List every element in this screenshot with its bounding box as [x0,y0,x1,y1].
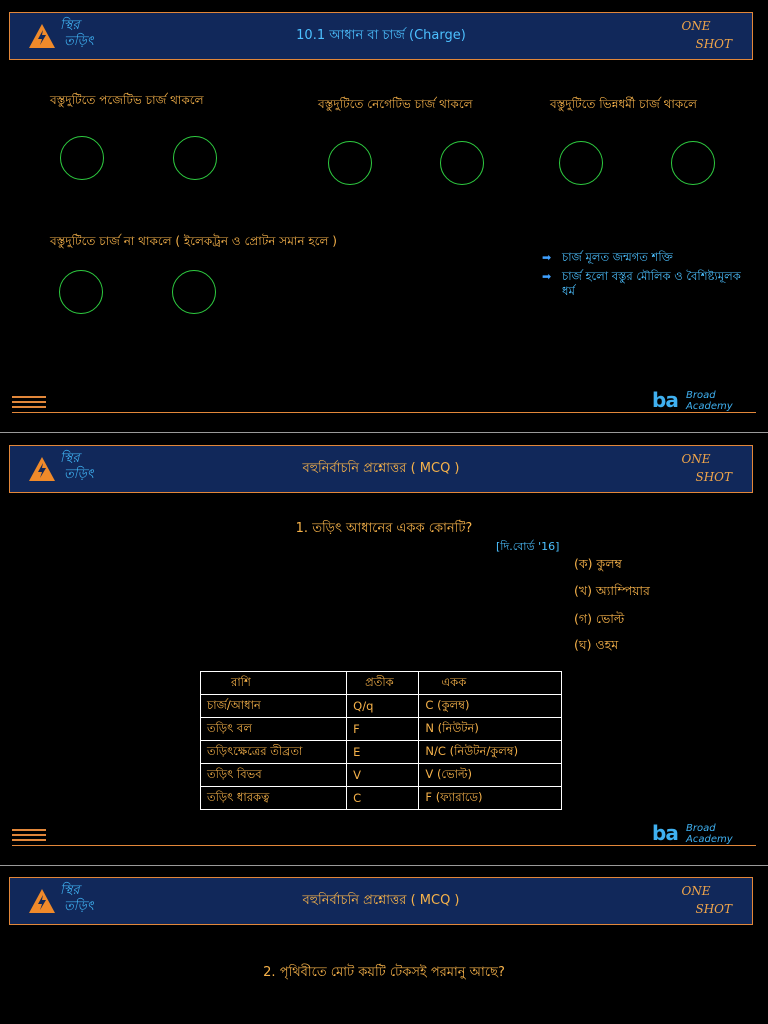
broad-academy-logo: ba Broad Academy [652,388,733,412]
question-text: 2. পৃথিবীতে মোট কয়টি টেকসই পরমানু আছে? [263,965,505,980]
column-header: একক [419,672,562,695]
list-item: ➡ চার্জ মূলত জন্মগত শক্তি [542,250,673,264]
table-cell: N/C (নিউটন/কুলম্ব) [419,741,562,764]
broad-academy-logo: ba Broad Academy [652,821,733,845]
table-cell: তড়িৎ বল [201,718,347,741]
charge-body-circle [559,141,603,185]
slide-charge [0,0,768,432]
table-cell: F [347,718,419,741]
charge-body-circle [60,136,104,180]
table-cell: C [347,787,419,810]
slide-title: বহুনির্বাচনি প্রশ্নোত্তর ( MCQ ) [302,461,460,476]
table-cell: তড়িৎক্ষেত্রের তীব্রতা [201,741,347,764]
one-shot-badge: ONE SHOT [681,884,732,916]
table-row [201,718,562,741]
charge-body-circle [59,270,103,314]
table-cell: তড়িৎ ধারকত্ব [201,787,347,810]
brand-title: স্থির তড়িৎ [60,883,94,914]
table-cell: চার্জ/আধান [201,695,347,718]
list-item: ➡ চার্জ হলো বস্তুর মৌলিক ও বৈশিষ্ট্যমূলক ধর্ম [542,269,741,298]
slide-title: বহুনির্বাচনি প্রশ্নোত্তর ( MCQ ) [302,893,460,908]
option-d[interactable]: (ঘ) ওহম [574,637,619,652]
slide-header [9,877,753,925]
label-negative: বস্তুদুটিতে নেগেটিভ চার্জ থাকলে [318,97,473,111]
column-header: প্রতীক [347,672,419,695]
column-header: রাশি [201,672,347,695]
slide-header [9,445,753,493]
label-neutral: বস্তুদুটিতে চার্জ না থাকলে ( ইলেকট্রন ও প্রোটন সমান হলে ) [50,234,337,248]
table-cell: E [347,741,419,764]
charge-body-circle [172,270,216,314]
slide-header [9,12,753,60]
one-shot-badge: ONE SHOT [681,19,732,51]
table-row [201,764,562,787]
table-cell: N (নিউটন) [419,718,562,741]
charge-body-circle [671,141,715,185]
table-cell: Q/q [347,695,419,718]
slide-mcq-2 [0,866,768,1024]
footer-line [12,845,756,846]
label-positive: বস্তুদুটিতে পজেটিভ চার্জ থাকলে [50,93,204,107]
one-shot-badge: ONE SHOT [681,452,732,484]
footer-line [12,412,756,413]
table-cell: V (ভোল্ট) [419,764,562,787]
table-cell: V [347,764,419,787]
question-text: 1. তড়িৎ আধানের একক কোনটি? [295,521,473,536]
charge-body-circle [440,141,484,185]
units-table [200,671,562,810]
option-c[interactable]: (গ) ভোল্ট [574,611,625,626]
stripes-decoration [12,396,46,411]
table-header-row [201,672,562,695]
option-b[interactable]: (খ) অ্যাম্পিয়ার [574,583,650,598]
table-cell: C (কুলম্ব) [419,695,562,718]
question-source: [দি.বোর্ড '16] [496,540,560,553]
arrow-right-icon: ➡ [542,251,552,264]
table-row [201,787,562,810]
label-opposite: বস্তুদুটিতে ভিন্নধর্মী চার্জ থাকলে [550,97,698,111]
brand-title: স্থির তড়িৎ [60,18,94,49]
table-row [201,695,562,718]
table-row [201,741,562,764]
arrow-right-icon: ➡ [542,270,552,283]
table-cell: তড়িৎ বিভব [201,764,347,787]
charge-body-circle [328,141,372,185]
option-a[interactable]: (ক) কুলম্ব [574,556,622,571]
charge-facts-list [542,250,752,303]
brand-title: স্থির তড়িৎ [60,451,94,482]
charge-body-circle [173,136,217,180]
slide-title: 10.1 আধান বা চার্জ (Charge) [296,28,466,43]
stripes-decoration [12,829,46,844]
table-cell: F (ফ্যারাডে) [419,787,562,810]
